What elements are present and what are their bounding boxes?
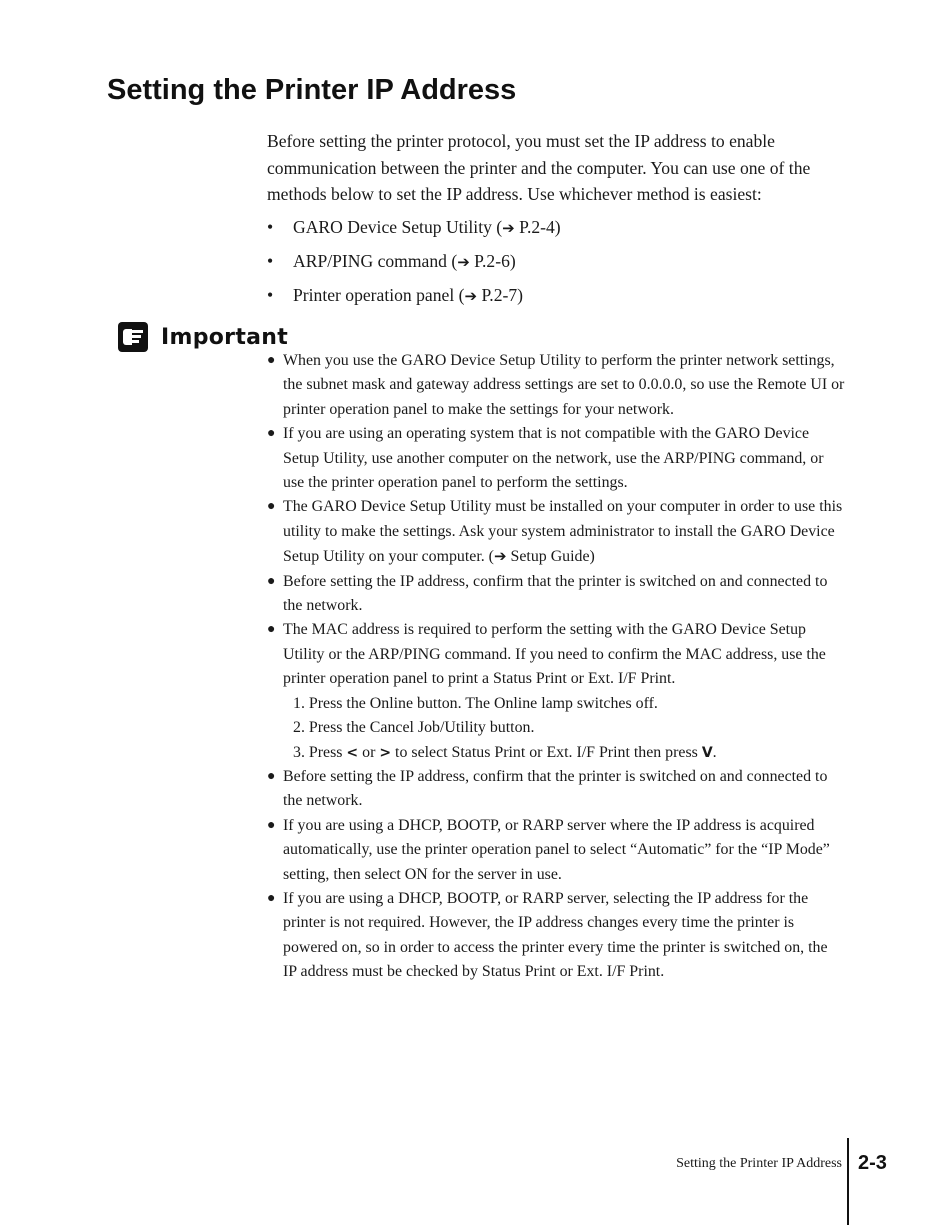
note-item [267, 814, 845, 887]
page-ref: P.2-6) [469, 251, 516, 271]
step-text: 3. Press [293, 743, 347, 761]
page-title: Setting the Printer IP Address [107, 74, 517, 106]
note-item [267, 887, 845, 985]
bullet: • [267, 217, 274, 237]
bullet: ● [267, 426, 276, 442]
method-item [267, 214, 827, 248]
footer-divider [847, 1138, 849, 1225]
arrow-right-icon: ➔ [493, 547, 507, 566]
important-hand-icon [118, 322, 148, 352]
note-item [267, 495, 845, 569]
page-ref: P.2-7) [477, 285, 524, 305]
method-item [267, 282, 827, 316]
note-text: Before setting the IP address, confirm that the printer is switched on and connected to the network. [283, 767, 828, 810]
note-text: If you are using a DHCP, BOOTP, or RARP server, selecting the IP address for the printer is not required. However, the IP address changes every time the printer is powered on, so in order to access the printer every time the printer is switched on, the IP address must be checked by Status Print or Ext. I/F Print. [283, 889, 828, 981]
note-text: The GARO Device Setup Utility must be installed on your computer in order to use this utility to make the settings. Ask your system administrator to install the GARO Device Setup Utility on your computer. ( [283, 498, 843, 566]
page-number: 2-3 [858, 1152, 887, 1174]
important-notes [267, 349, 845, 985]
note-text: If you are using a DHCP, BOOTP, or RARP server where the IP address is acquired automatically, use the printer operation panel to select “Automatic” for the “IP Mode” setting, then select ON for the server in use. [283, 816, 830, 883]
note-text: Before setting the IP address, confirm that the printer is switched on and connected to the network. [283, 572, 828, 615]
important-label: Important [161, 324, 289, 350]
bullet: • [267, 251, 274, 271]
note-text: If you are using an operating system that is not compatible with the GARO Device Setup Utility, use another computer on the network, use the ARP/PING command, or use the printer operation panel to perform the settings. [283, 425, 824, 492]
down-arrow-key-icon: V [701, 744, 713, 761]
note-item [267, 765, 845, 814]
step-item: 2. Press the Cancel Job/Utility button. [293, 719, 535, 737]
note-item [267, 422, 845, 495]
right-arrow-key-icon: > [379, 744, 392, 761]
method-list [267, 214, 827, 316]
step-item [283, 741, 845, 765]
note-text: When you use the GARO Device Setup Utility to perform the printer network settings, the subnet mask and gateway address settings are set to 0.0.0.0, so use the Remote UI or printer operation panel to make the settings for your network. [283, 352, 845, 418]
bullet: ● [267, 890, 276, 906]
method-text: GARO Device Setup Utility ( [293, 217, 503, 237]
step-item: 1. Press the Online button. The Online lamp switches off. [293, 694, 658, 712]
note-text-end: Setup Guide) [506, 548, 595, 566]
important-heading [118, 322, 288, 352]
step-text: to select Status Print or Ext. I/F Print then press [391, 743, 702, 761]
bullet: ● [267, 817, 276, 833]
method-item [267, 248, 827, 282]
step-text: . [712, 743, 717, 761]
method-text: Printer operation panel ( [293, 285, 465, 305]
note-text: The MAC address is required to perform the setting with the GARO Device Setup Utility or the ARP/PING command. If you need to confirm the MAC address, use the printer operation panel to print a Status Print or Ext. I/F Print. [283, 621, 826, 688]
bullet: ● [267, 622, 276, 638]
note-item [267, 349, 845, 422]
note-item [267, 570, 845, 619]
step-list [283, 692, 845, 765]
bullet: ● [267, 499, 276, 515]
bullet: ● [267, 768, 276, 784]
method-text: ARP/PING command ( [293, 251, 458, 271]
page-ref: P.2-4) [514, 217, 561, 237]
arrow-right-icon: ➔ [502, 219, 515, 237]
intro-paragraph: Before setting the printer protocol, you must set the IP address to enable communication between the printer and the computer. You can use one of the methods below to set the IP address. Use whichever method is easiest: [267, 131, 811, 204]
note-item [267, 618, 845, 764]
footer-section-title: Setting the Printer IP Address [676, 1156, 842, 1171]
arrow-right-icon: ➔ [464, 287, 478, 305]
arrow-right-icon: ➔ [457, 253, 470, 271]
left-arrow-key-icon: < [346, 744, 359, 761]
bullet: • [267, 285, 274, 305]
bullet: ● [267, 353, 276, 368]
step-text: or [358, 743, 380, 761]
bullet: ● [267, 573, 276, 589]
